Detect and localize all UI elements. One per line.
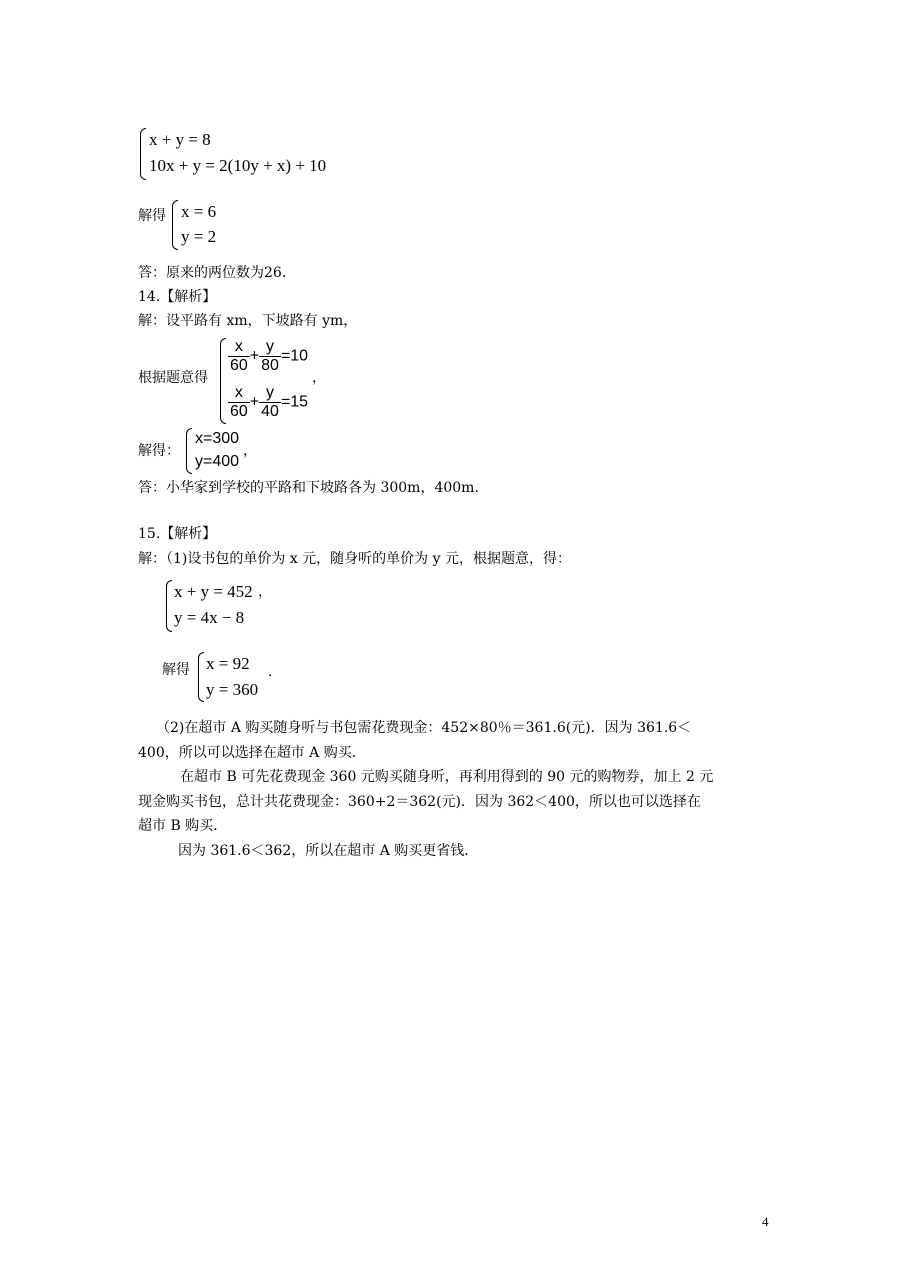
equation: $\frac{x}{60}$ + $\frac{y}{80}$ =10	[230, 338, 309, 374]
solve-label: 解得：	[138, 443, 180, 459]
solution-setup: 解：（1)设书包的单价为 x 元，随身听的单价为 y 元，根据题意，得：	[138, 551, 571, 567]
paragraph-line: 现金购买书包，总计共花费现金：360+2＝362(元)．因为 362＜400，所以也可以选择在	[138, 794, 701, 810]
paragraph-line: 超市 B 购买．	[138, 818, 228, 834]
equation: x = 92	[206, 654, 250, 673]
by-meaning-label: 根据题意得	[138, 370, 208, 386]
punctuation: ，	[312, 370, 326, 386]
equation: 10x + y = 2(10y + x) + 10	[149, 156, 327, 175]
equation: x + y = 8	[149, 130, 211, 149]
left-brace	[186, 428, 192, 474]
solve-label: 解得	[138, 208, 166, 224]
punctuation: ，	[258, 584, 272, 600]
solution-setup: 解：设平路有 xm，下坡路有 ym，	[138, 313, 358, 329]
left-brace	[220, 338, 226, 424]
punctuation: ，	[243, 443, 257, 459]
paragraph-line: （2)在超市 A 购买随身听与书包需花费现金：452×80％＝361.6(元)．因为 361.6＜	[156, 720, 692, 736]
left-brace	[166, 580, 172, 632]
answer-text: 答：原来的两位数为26.	[138, 265, 287, 281]
equation: y = 2	[181, 227, 217, 246]
paragraph-line: 在超市 B 可先花费现金 360 元购买随身听，再利用得到的 90 元的购物券，加上 2 元	[180, 769, 714, 785]
equation: y = 360	[206, 680, 259, 699]
paragraph-line: 因为 361.6＜362，所以在超市 A 购买更省钱．	[178, 843, 479, 859]
problem-header: 15.【解析】	[138, 526, 217, 542]
problem-header: 14.【解析】	[138, 289, 217, 305]
paragraph-line: 400，所以可以选择在超市 A 购买．	[138, 745, 366, 761]
solution-system-13	[172, 200, 252, 252]
left-brace	[140, 128, 146, 180]
equation: y=400	[195, 453, 240, 470]
equation: $\frac{x}{60}$ + $\frac{y}{40}$ =15	[230, 384, 309, 420]
left-brace	[198, 652, 204, 702]
solution-system-15	[198, 652, 278, 704]
answer-text: 答：小华家到学校的平路和下坡路各为 300m，400m.	[138, 480, 479, 496]
left-brace	[172, 200, 178, 250]
equation: x=300	[195, 430, 240, 447]
solve-label: 解得	[162, 662, 190, 678]
equation: x + y = 452	[174, 582, 253, 601]
system-equations-13	[140, 128, 340, 182]
equation: x = 6	[181, 202, 217, 221]
page-number: 4	[762, 1214, 769, 1229]
equation: y = 4x − 8	[174, 608, 245, 627]
punctuation: .	[268, 664, 273, 680]
